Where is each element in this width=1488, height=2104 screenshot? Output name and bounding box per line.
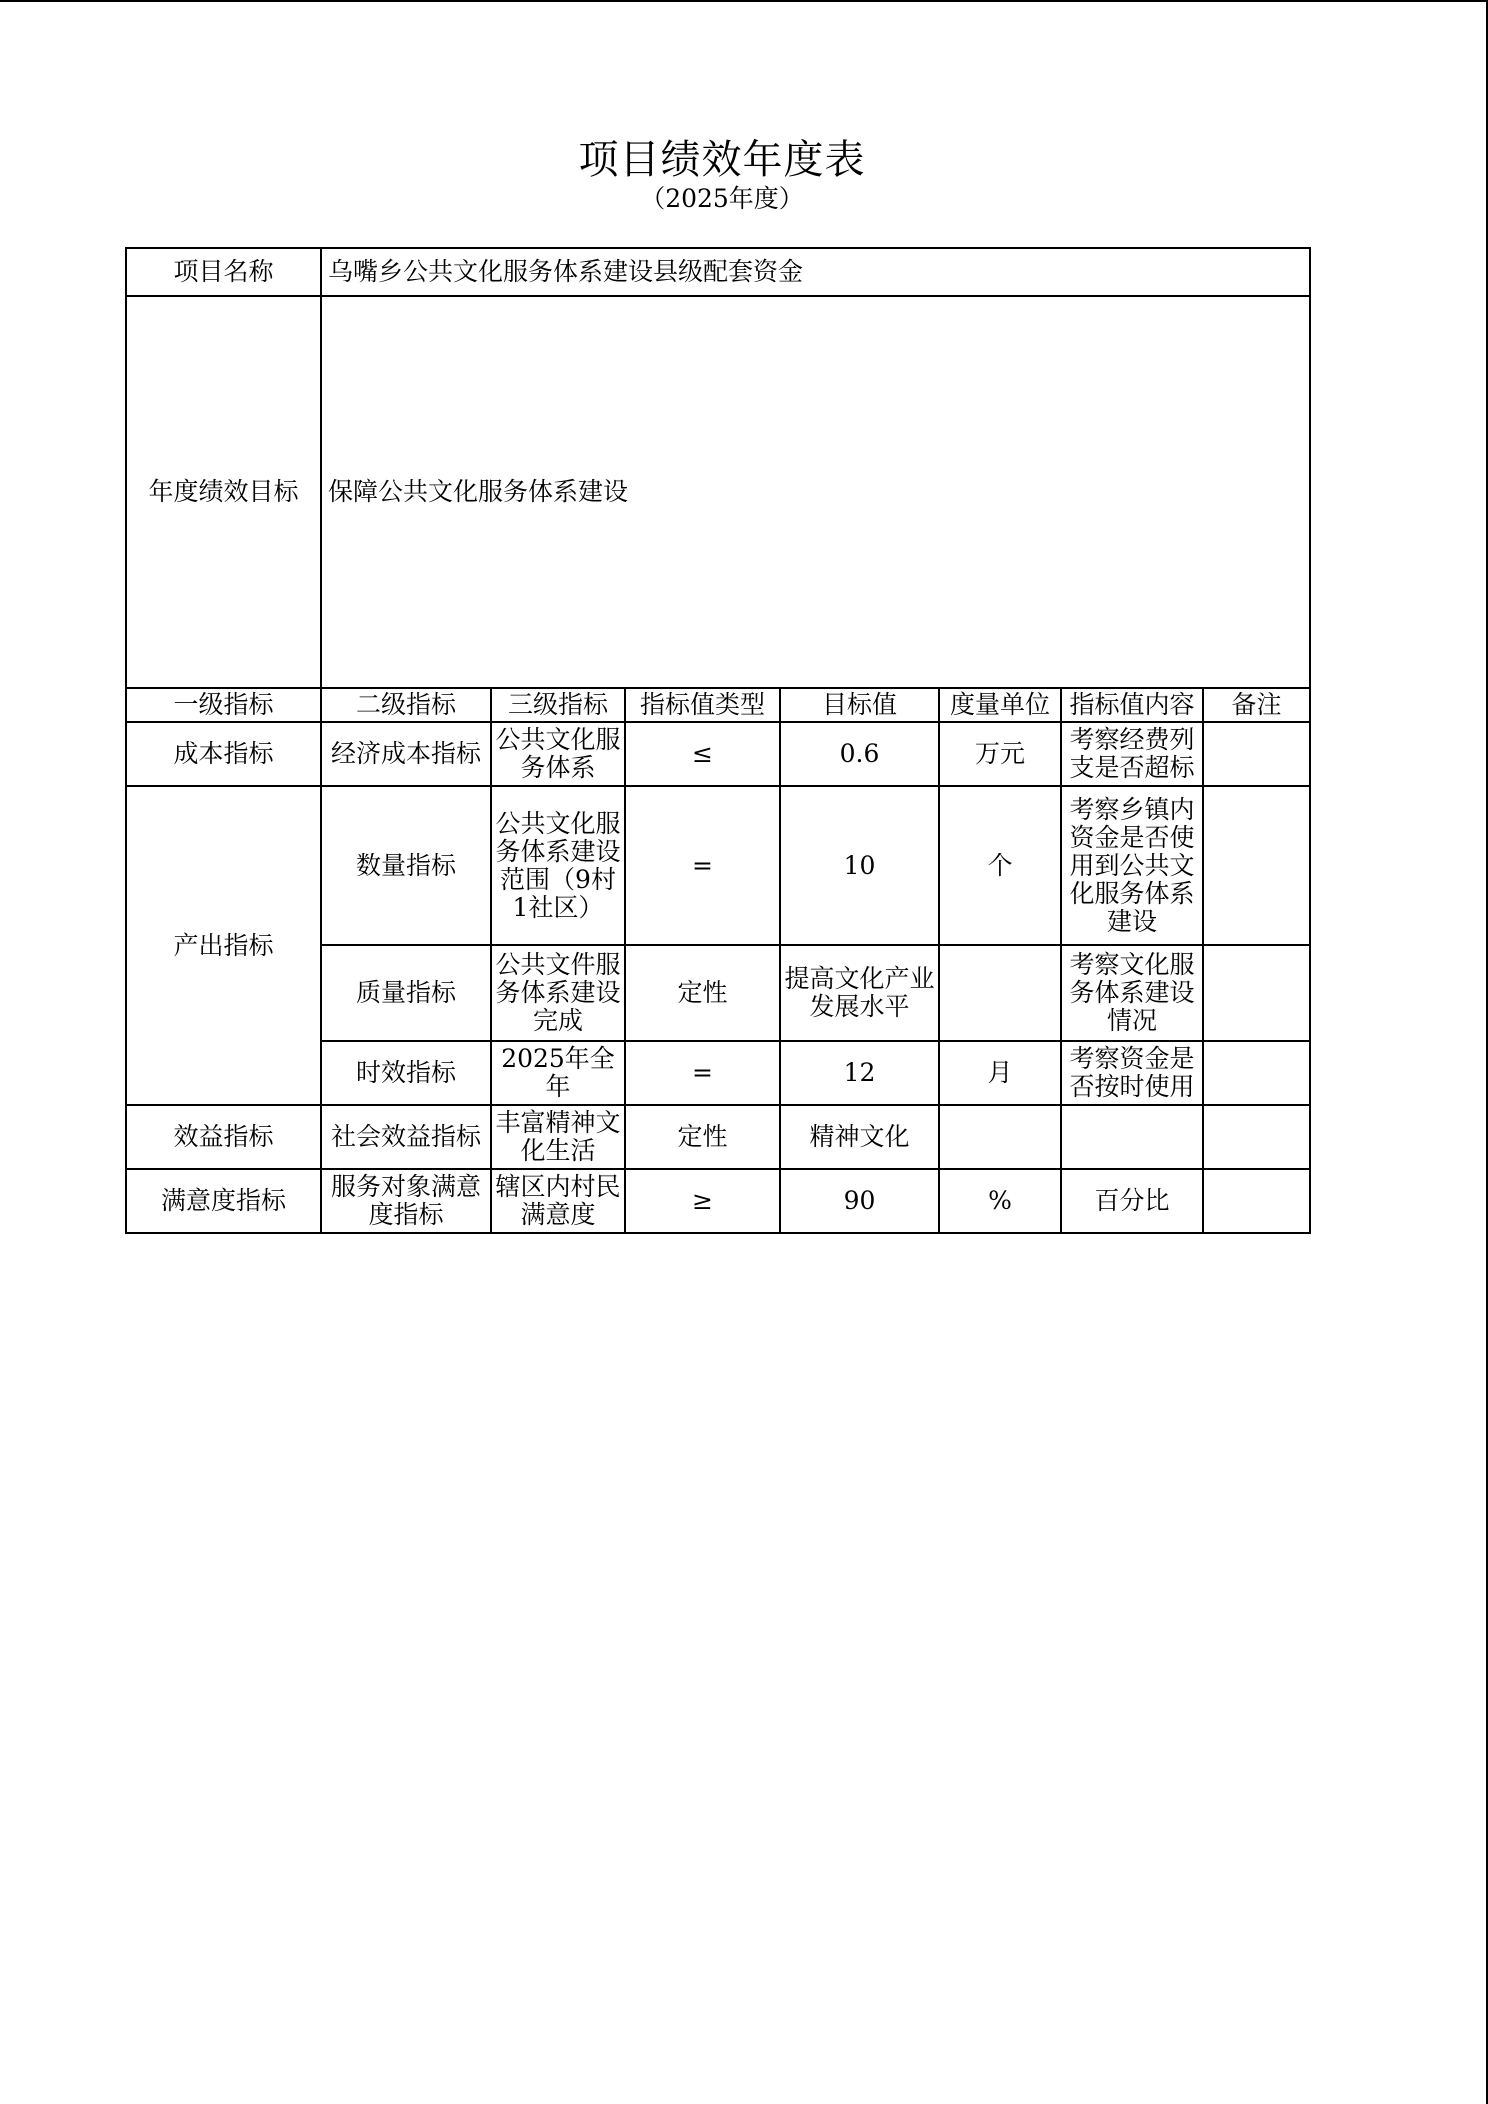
target-cell: 90 [780, 1169, 939, 1233]
target-cell: 10 [780, 786, 939, 945]
remark-cell [1203, 722, 1310, 786]
level3-cell: 公共文件服务体系建设完成 [491, 945, 625, 1041]
level2-cell: 质量指标 [321, 945, 491, 1041]
content-cell [1061, 1105, 1203, 1169]
type-cell: ≤ [625, 722, 780, 786]
level3-cell: 2025年全年 [491, 1041, 625, 1105]
level1-cell: 效益指标 [126, 1105, 321, 1169]
level2-cell: 数量指标 [321, 786, 491, 945]
remark-cell [1203, 1105, 1310, 1169]
remark-cell [1203, 1169, 1310, 1233]
type-cell: ≥ [625, 1169, 780, 1233]
table-row [126, 1169, 1310, 1233]
level1-cell: 产出指标 [126, 786, 321, 1105]
target-cell: 提高文化产业发展水平 [780, 945, 939, 1041]
type-cell: 定性 [625, 945, 780, 1041]
header-type: 指标值类型 [625, 688, 780, 722]
document-title: 项目绩效年度表 [578, 137, 866, 183]
content-cell: 考察资金是否按时使用 [1061, 1041, 1203, 1105]
table-row [126, 1105, 1310, 1169]
table-row [126, 722, 1310, 786]
performance-table [125, 247, 1311, 1234]
header-remark: 备注 [1203, 688, 1310, 722]
target-cell: 精神文化 [780, 1105, 939, 1169]
header-row [126, 688, 1310, 722]
level2-cell: 服务对象满意度指标 [321, 1169, 491, 1233]
header-level3: 三级指标 [491, 688, 625, 722]
unit-cell [939, 1105, 1061, 1169]
level3-cell: 公共文化服务体系建设范围（9村1社区） [491, 786, 625, 945]
content-cell: 考察文化服务体系建设情况 [1061, 945, 1203, 1041]
content-cell: 考察乡镇内资金是否使用到公共文化服务体系建设 [1061, 786, 1203, 945]
remark-cell [1203, 945, 1310, 1041]
content-cell: 百分比 [1061, 1169, 1203, 1233]
level3-cell: 丰富精神文化生活 [491, 1105, 625, 1169]
header-content: 指标值内容 [1061, 688, 1203, 722]
unit-cell: 月 [939, 1041, 1061, 1105]
project-name-row [126, 248, 1310, 296]
level1-cell: 满意度指标 [126, 1169, 321, 1233]
header-target: 目标值 [780, 688, 939, 722]
content-cell: 考察经费列支是否超标 [1061, 722, 1203, 786]
annual-goal-value: 保障公共文化服务体系建设 [321, 296, 1310, 688]
level2-cell: 时效指标 [321, 1041, 491, 1105]
target-cell: 12 [780, 1041, 939, 1105]
level3-cell: 辖区内村民满意度 [491, 1169, 625, 1233]
target-cell: 0.6 [780, 722, 939, 786]
page-top-border [0, 0, 1488, 2]
level3-cell: 公共文化服务体系 [491, 722, 625, 786]
remark-cell [1203, 786, 1310, 945]
unit-cell: 万元 [939, 722, 1061, 786]
document-subtitle: （2025年度） [640, 184, 804, 213]
type-cell: = [625, 1041, 780, 1105]
header-unit: 度量单位 [939, 688, 1061, 722]
unit-cell [939, 945, 1061, 1041]
level2-cell: 社会效益指标 [321, 1105, 491, 1169]
remark-cell [1203, 1041, 1310, 1105]
header-level2: 二级指标 [321, 688, 491, 722]
level2-cell: 经济成本指标 [321, 722, 491, 786]
header-level1: 一级指标 [126, 688, 321, 722]
project-name-label: 项目名称 [126, 248, 321, 296]
project-name-value: 乌嘴乡公共文化服务体系建设县级配套资金 [321, 248, 1310, 296]
annual-goal-row [126, 296, 1310, 688]
type-cell: = [625, 786, 780, 945]
table-row [126, 786, 1310, 945]
level1-cell: 成本指标 [126, 722, 321, 786]
annual-goal-label: 年度绩效目标 [126, 296, 321, 688]
type-cell: 定性 [625, 1105, 780, 1169]
unit-cell: 个 [939, 786, 1061, 945]
unit-cell: % [939, 1169, 1061, 1233]
